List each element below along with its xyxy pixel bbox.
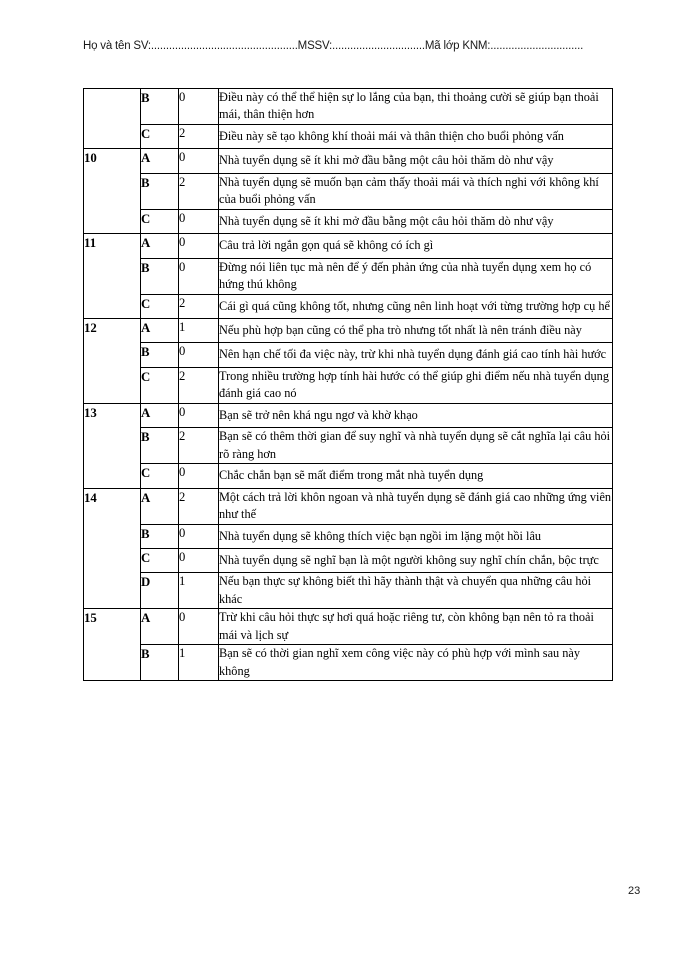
answer-key-table: [83, 88, 613, 681]
table-row: [84, 367, 613, 403]
table-row: [84, 294, 613, 318]
option-score-cell: 0: [179, 234, 219, 258]
option-text-cell: Nhà tuyển dụng sẽ không thích việc bạn ngồi im lặng một hồi lâu: [219, 524, 613, 548]
table-row: [84, 209, 613, 233]
question-number-cell: 10: [84, 149, 141, 234]
table-row: [84, 89, 613, 125]
option-score-cell: 0: [179, 149, 219, 173]
option-letter-cell: B: [141, 258, 179, 294]
question-number-cell: 11: [84, 234, 141, 319]
option-text-cell: Nhà tuyển dụng sẽ nghĩ bạn là một người không suy nghĩ chín chắn, bộc trực: [219, 548, 613, 572]
option-score-cell: 0: [179, 464, 219, 488]
option-score-cell: 0: [179, 209, 219, 233]
option-score-cell: 1: [179, 645, 219, 681]
option-letter-cell: A: [141, 149, 179, 173]
option-score-cell: 0: [179, 343, 219, 367]
option-letter-cell: B: [141, 173, 179, 209]
option-text-cell: Nếu phù hợp bạn cũng có thể pha trò nhưng tốt nhất là nên tránh điều này: [219, 318, 613, 342]
table-row: [84, 234, 613, 258]
table-row: [84, 428, 613, 464]
option-text-cell: Nhà tuyển dụng sẽ muốn bạn cảm thấy thoải mái và thích nghi với không khí của buổi phỏng vấn: [219, 173, 613, 209]
table-row: [84, 258, 613, 294]
option-text-cell: Bạn sẽ có thêm thời gian để suy nghĩ và nhà tuyển dụng sẽ cắt nghĩa lại câu hỏi rõ ràng hơn: [219, 428, 613, 464]
table-row: [84, 645, 613, 681]
option-letter-cell: A: [141, 403, 179, 427]
option-letter-cell: B: [141, 524, 179, 548]
option-text-cell: Điều này sẽ tạo không khí thoải mái và thân thiện cho buổi phỏng vấn: [219, 124, 613, 148]
option-score-cell: 2: [179, 428, 219, 464]
option-score-cell: 0: [179, 609, 219, 645]
option-letter-cell: C: [141, 367, 179, 403]
option-text-cell: Chắc chắn bạn sẽ mất điểm trong mắt nhà tuyển dụng: [219, 464, 613, 488]
option-letter-cell: C: [141, 124, 179, 148]
option-score-cell: 2: [179, 124, 219, 148]
option-text-cell: Trong nhiều trường hợp tính hài hước có thể giúp ghi điểm nếu nhà tuyển dụng đánh giá cao nó: [219, 367, 613, 403]
table-row: [84, 343, 613, 367]
answer-key-body: [84, 89, 613, 681]
question-number-cell: 13: [84, 403, 141, 488]
option-score-cell: 2: [179, 294, 219, 318]
option-score-cell: 2: [179, 173, 219, 209]
option-letter-cell: A: [141, 318, 179, 342]
option-letter-cell: B: [141, 89, 179, 125]
option-score-cell: 0: [179, 403, 219, 427]
option-text-cell: Điều này có thể thể hiện sự lo lắng của bạn, thi thoảng cười sẽ giúp bạn thoải mái, thân thiện hơn: [219, 89, 613, 125]
table-row: [84, 464, 613, 488]
table-row: [84, 149, 613, 173]
option-score-cell: 2: [179, 488, 219, 524]
option-letter-cell: B: [141, 428, 179, 464]
student-info-line: Họ và tên SV:.................................................MSSV:...............................Mã lớp KNM:...............................: [83, 40, 584, 52]
option-letter-cell: B: [141, 343, 179, 367]
table-row: [84, 124, 613, 148]
option-text-cell: Bạn sẽ có thời gian nghĩ xem công việc này có phù hợp với mình sau này không: [219, 645, 613, 681]
option-text-cell: Nhà tuyển dụng sẽ ít khi mở đầu bằng một câu hỏi thăm dò như vậy: [219, 149, 613, 173]
question-number-cell: 15: [84, 609, 141, 681]
option-letter-cell: A: [141, 234, 179, 258]
page-number: 23: [628, 885, 641, 897]
option-text-cell: Nhà tuyển dụng sẽ ít khi mở đầu bằng một câu hỏi thăm dò như vậy: [219, 209, 613, 233]
option-letter-cell: C: [141, 548, 179, 572]
option-score-cell: 0: [179, 258, 219, 294]
student-info-header: [83, 40, 623, 52]
table-row: [84, 548, 613, 572]
option-text-cell: Trừ khi câu hỏi thực sự hơi quá hoặc riêng tư, còn không bạn nên tỏ ra thoải mái và lịch sự: [219, 609, 613, 645]
table-row: [84, 524, 613, 548]
option-letter-cell: C: [141, 294, 179, 318]
option-text-cell: Câu trả lời ngắn gọn quá sẽ không có ích gì: [219, 234, 613, 258]
option-text-cell: Đừng nói liên tục mà nên để ý đến phản ứng của nhà tuyển dụng xem họ có hứng thú không: [219, 258, 613, 294]
option-score-cell: 1: [179, 318, 219, 342]
table-row: [84, 573, 613, 609]
question-number-cell: [84, 89, 141, 149]
option-letter-cell: D: [141, 573, 179, 609]
option-score-cell: 0: [179, 548, 219, 572]
table-row: [84, 403, 613, 427]
option-letter-cell: B: [141, 645, 179, 681]
table-row: [84, 488, 613, 524]
option-text-cell: Nếu bạn thực sự không biết thì hãy thành thật và chuyển qua những câu hỏi khác: [219, 573, 613, 609]
option-letter-cell: A: [141, 609, 179, 645]
option-score-cell: 0: [179, 524, 219, 548]
option-text-cell: Bạn sẽ trở nên khá ngu ngơ và khờ khạo: [219, 403, 613, 427]
option-text-cell: Một cách trả lời khôn ngoan và nhà tuyển dụng sẽ đánh giá cao những ứng viên như thế: [219, 488, 613, 524]
option-letter-cell: A: [141, 488, 179, 524]
option-text-cell: Nên hạn chế tối đa việc này, trừ khi nhà tuyển dụng đánh giá cao tính hài hước: [219, 343, 613, 367]
table-row: [84, 609, 613, 645]
option-score-cell: 0: [179, 89, 219, 125]
option-score-cell: 2: [179, 367, 219, 403]
option-letter-cell: C: [141, 209, 179, 233]
question-number-cell: 14: [84, 488, 141, 609]
option-letter-cell: C: [141, 464, 179, 488]
option-score-cell: 1: [179, 573, 219, 609]
question-number-cell: 12: [84, 318, 141, 403]
table-row: [84, 173, 613, 209]
option-text-cell: Cái gì quá cũng không tốt, nhưng cũng nên linh hoạt với từng trường hợp cụ hể: [219, 294, 613, 318]
table-row: [84, 318, 613, 342]
